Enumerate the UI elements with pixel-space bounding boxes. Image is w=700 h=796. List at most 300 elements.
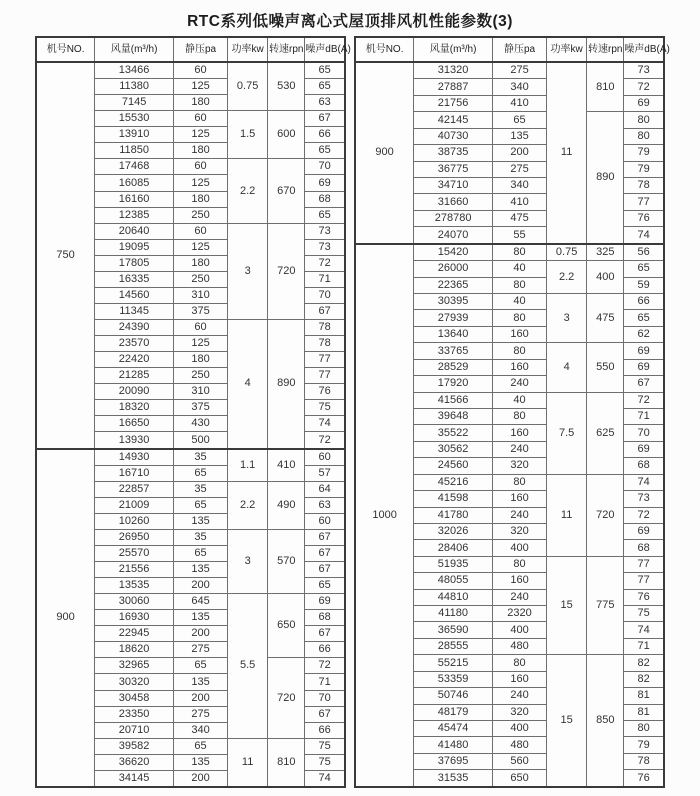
airflow-cell: 16650 (95, 416, 174, 432)
airflow-cell: 42145 (414, 112, 493, 128)
static-pressure-cell: 135 (174, 562, 228, 578)
speed-cell: 650 (268, 594, 305, 658)
performance-table-right (354, 36, 670, 788)
static-pressure-cell: 60 (174, 320, 228, 336)
static-pressure-cell: 240 (493, 589, 547, 605)
static-pressure-cell: 410 (493, 194, 547, 210)
airflow-cell: 13466 (95, 62, 174, 79)
noise-cell: 67 (305, 303, 345, 319)
airflow-cell: 55215 (414, 655, 493, 671)
static-pressure-cell: 160 (493, 573, 547, 589)
noise-cell: 75 (305, 400, 345, 416)
static-pressure-cell: 340 (493, 79, 547, 95)
static-pressure-cell: 40 (493, 392, 547, 408)
noise-cell: 73 (624, 62, 664, 79)
noise-cell: 72 (624, 507, 664, 523)
noise-cell: 75 (305, 754, 345, 770)
airflow-cell: 41566 (414, 392, 493, 408)
airflow-cell: 21556 (95, 562, 174, 578)
static-pressure-cell: 320 (493, 523, 547, 539)
col-header-speed: 转速rpn (587, 37, 624, 62)
noise-cell: 57 (305, 465, 345, 481)
power-cell: 2.2 (547, 261, 587, 294)
static-pressure-cell: 80 (493, 310, 547, 326)
noise-cell: 69 (624, 95, 664, 111)
noise-cell: 69 (624, 441, 664, 457)
noise-cell: 68 (305, 610, 345, 626)
static-pressure-cell: 275 (493, 62, 547, 79)
static-pressure-cell: 180 (174, 143, 228, 159)
speed-cell: 400 (587, 261, 624, 294)
machine-no-cell: 900 (355, 62, 414, 244)
static-pressure-cell: 125 (174, 175, 228, 191)
airflow-cell: 17805 (95, 255, 174, 271)
airflow-cell: 30395 (414, 294, 493, 310)
noise-cell: 72 (305, 432, 345, 449)
noise-cell: 81 (624, 688, 664, 704)
noise-cell: 74 (624, 622, 664, 638)
static-pressure-cell: 135 (493, 128, 547, 144)
noise-cell: 72 (624, 79, 664, 95)
speed-cell: 810 (587, 62, 624, 112)
airflow-cell: 22420 (95, 352, 174, 368)
airflow-cell: 24070 (414, 227, 493, 244)
static-pressure-cell: 200 (174, 578, 228, 594)
airflow-cell: 12385 (95, 207, 174, 223)
noise-cell: 70 (305, 690, 345, 706)
static-pressure-cell: 500 (174, 432, 228, 449)
airflow-cell: 45216 (414, 474, 493, 490)
col-header-noise: 噪声dB(A) (305, 37, 345, 62)
noise-cell: 78 (624, 178, 664, 194)
noise-cell: 73 (305, 239, 345, 255)
col-header-speed: 转速rpn (268, 37, 305, 62)
airflow-cell: 22857 (95, 481, 174, 497)
airflow-cell: 11850 (95, 143, 174, 159)
airflow-cell: 23570 (95, 336, 174, 352)
speed-cell: 625 (587, 392, 624, 474)
airflow-cell: 13535 (95, 578, 174, 594)
airflow-cell: 11345 (95, 303, 174, 319)
airflow-cell: 35522 (414, 425, 493, 441)
airflow-cell: 20640 (95, 223, 174, 239)
static-pressure-cell: 65 (493, 112, 547, 128)
noise-cell: 67 (305, 545, 345, 561)
static-pressure-cell: 60 (174, 223, 228, 239)
noise-cell: 72 (305, 658, 345, 674)
static-pressure-cell: 240 (493, 688, 547, 704)
static-pressure-cell: 310 (174, 384, 228, 400)
table-row (355, 62, 664, 79)
airflow-cell: 48179 (414, 704, 493, 720)
static-pressure-cell: 275 (493, 161, 547, 177)
noise-cell: 65 (624, 261, 664, 277)
noise-cell: 60 (305, 513, 345, 529)
static-pressure-cell: 135 (174, 674, 228, 690)
noise-cell: 67 (305, 111, 345, 127)
header-row (355, 37, 664, 62)
static-pressure-cell: 400 (493, 622, 547, 638)
airflow-cell: 7145 (95, 95, 174, 111)
speed-cell: 850 (587, 655, 624, 787)
noise-cell: 71 (624, 638, 664, 654)
airflow-cell: 22945 (95, 626, 174, 642)
noise-cell: 69 (305, 594, 345, 610)
noise-cell: 77 (624, 556, 664, 572)
airflow-cell: 39582 (95, 738, 174, 754)
speed-cell: 810 (268, 738, 305, 787)
airflow-cell: 28529 (414, 359, 493, 375)
airflow-cell: 50746 (414, 688, 493, 704)
static-pressure-cell: 35 (174, 529, 228, 545)
col-header-noise: 噪声dB(A) (624, 37, 664, 62)
airflow-cell: 31535 (414, 770, 493, 787)
airflow-cell: 30320 (95, 674, 174, 690)
airflow-cell: 26950 (95, 529, 174, 545)
noise-cell: 80 (624, 112, 664, 128)
airflow-cell: 20090 (95, 384, 174, 400)
noise-cell: 70 (624, 425, 664, 441)
noise-cell: 65 (305, 578, 345, 594)
noise-cell: 70 (305, 159, 345, 175)
noise-cell: 76 (305, 384, 345, 400)
table-row (355, 244, 664, 261)
airflow-cell: 44810 (414, 589, 493, 605)
speed-cell: 720 (268, 658, 305, 738)
static-pressure-cell: 240 (493, 507, 547, 523)
power-cell: 1.1 (228, 449, 268, 482)
static-pressure-cell: 180 (174, 95, 228, 111)
noise-cell: 82 (624, 655, 664, 671)
static-pressure-cell: 80 (493, 244, 547, 261)
speed-cell: 550 (587, 343, 624, 392)
noise-cell: 71 (624, 409, 664, 425)
airflow-cell: 41480 (414, 737, 493, 753)
airflow-cell: 41180 (414, 606, 493, 622)
table-row (36, 449, 345, 466)
static-pressure-cell: 400 (493, 721, 547, 737)
noise-cell: 74 (305, 416, 345, 432)
static-pressure-cell: 410 (493, 95, 547, 111)
airflow-cell: 16930 (95, 610, 174, 626)
static-pressure-cell: 320 (493, 704, 547, 720)
speed-cell: 890 (587, 112, 624, 244)
noise-cell: 68 (624, 540, 664, 556)
airflow-cell: 51935 (414, 556, 493, 572)
power-cell: 11 (547, 62, 587, 244)
airflow-cell: 30060 (95, 594, 174, 610)
static-pressure-cell: 250 (174, 271, 228, 287)
speed-cell: 670 (268, 159, 305, 223)
static-pressure-cell: 125 (174, 79, 228, 95)
noise-cell: 75 (624, 606, 664, 622)
speed-cell: 490 (268, 481, 305, 529)
col-header-static-pressure: 静压pa (174, 37, 228, 62)
airflow-cell: 16160 (95, 191, 174, 207)
noise-cell: 81 (624, 704, 664, 720)
airflow-cell: 33765 (414, 343, 493, 359)
col-header-airflow: 风量(m³/h) (414, 37, 493, 62)
noise-cell: 67 (305, 626, 345, 642)
power-cell: 0.75 (228, 62, 268, 111)
static-pressure-cell: 125 (174, 239, 228, 255)
static-pressure-cell: 80 (493, 655, 547, 671)
noise-cell: 60 (305, 449, 345, 466)
noise-cell: 67 (624, 376, 664, 392)
airflow-cell: 18620 (95, 642, 174, 658)
performance-table-left (35, 36, 351, 788)
noise-cell: 63 (305, 497, 345, 513)
static-pressure-cell: 340 (174, 722, 228, 738)
airflow-cell: 27939 (414, 310, 493, 326)
col-header-machine-no: 机号NO. (355, 37, 414, 62)
airflow-cell: 26000 (414, 261, 493, 277)
noise-cell: 56 (624, 244, 664, 261)
static-pressure-cell: 35 (174, 481, 228, 497)
speed-cell: 775 (587, 556, 624, 655)
airflow-cell: 20710 (95, 722, 174, 738)
col-header-power: 功率kw (547, 37, 587, 62)
noise-cell: 82 (624, 671, 664, 687)
static-pressure-cell: 160 (493, 359, 547, 375)
static-pressure-cell: 430 (174, 416, 228, 432)
static-pressure-cell: 200 (174, 770, 228, 787)
static-pressure-cell: 60 (174, 111, 228, 127)
airflow-cell: 14560 (95, 287, 174, 303)
static-pressure-cell: 80 (493, 556, 547, 572)
airflow-cell: 19095 (95, 239, 174, 255)
airflow-cell: 11380 (95, 79, 174, 95)
airflow-cell: 16710 (95, 465, 174, 481)
static-pressure-cell: 80 (493, 474, 547, 490)
static-pressure-cell: 250 (174, 368, 228, 384)
noise-cell: 65 (305, 207, 345, 223)
machine-no-cell: 900 (36, 449, 95, 787)
noise-cell: 71 (305, 271, 345, 287)
speed-cell: 410 (268, 449, 305, 482)
noise-cell: 79 (624, 161, 664, 177)
airflow-cell: 16085 (95, 175, 174, 191)
table-row (36, 62, 345, 79)
noise-cell: 75 (305, 738, 345, 754)
airflow-cell: 278780 (414, 210, 493, 226)
noise-cell: 66 (305, 722, 345, 738)
noise-cell: 65 (624, 310, 664, 326)
airflow-cell: 48055 (414, 573, 493, 589)
airflow-cell: 30458 (95, 690, 174, 706)
noise-cell: 67 (305, 529, 345, 545)
airflow-cell: 34710 (414, 178, 493, 194)
static-pressure-cell: 240 (493, 441, 547, 457)
machine-no-cell: 1000 (355, 244, 414, 787)
static-pressure-cell: 480 (493, 737, 547, 753)
airflow-cell: 28406 (414, 540, 493, 556)
airflow-cell: 32026 (414, 523, 493, 539)
noise-cell: 62 (624, 326, 664, 342)
tables-container (0, 36, 700, 788)
noise-cell: 78 (624, 753, 664, 769)
noise-cell: 69 (624, 523, 664, 539)
static-pressure-cell: 160 (493, 491, 547, 507)
airflow-cell: 40730 (414, 128, 493, 144)
noise-cell: 67 (305, 706, 345, 722)
power-cell: 3 (547, 294, 587, 343)
airflow-cell: 23350 (95, 706, 174, 722)
static-pressure-cell: 240 (493, 376, 547, 392)
static-pressure-cell: 180 (174, 191, 228, 207)
header-row (36, 37, 345, 62)
static-pressure-cell: 250 (174, 207, 228, 223)
airflow-cell: 25570 (95, 545, 174, 561)
static-pressure-cell: 35 (174, 449, 228, 466)
static-pressure-cell: 650 (493, 770, 547, 787)
noise-cell: 65 (305, 62, 345, 79)
static-pressure-cell: 80 (493, 277, 547, 293)
airflow-cell: 21285 (95, 368, 174, 384)
airflow-cell: 39648 (414, 409, 493, 425)
static-pressure-cell: 135 (174, 513, 228, 529)
airflow-cell: 24560 (414, 458, 493, 474)
power-cell: 2.2 (228, 481, 268, 529)
airflow-cell: 22365 (414, 277, 493, 293)
static-pressure-cell: 160 (493, 326, 547, 342)
noise-cell: 59 (624, 277, 664, 293)
col-header-machine-no: 机号NO. (36, 37, 95, 62)
static-pressure-cell: 65 (174, 738, 228, 754)
static-pressure-cell: 645 (174, 594, 228, 610)
power-cell: 4 (228, 320, 268, 449)
static-pressure-cell: 475 (493, 210, 547, 226)
speed-cell: 600 (268, 111, 305, 159)
airflow-cell: 37695 (414, 753, 493, 769)
static-pressure-cell: 80 (493, 409, 547, 425)
static-pressure-cell: 200 (174, 626, 228, 642)
power-cell: 11 (547, 474, 587, 556)
airflow-cell: 17920 (414, 376, 493, 392)
airflow-cell: 36590 (414, 622, 493, 638)
speed-cell: 325 (587, 244, 624, 261)
speed-cell: 475 (587, 294, 624, 343)
noise-cell: 69 (624, 343, 664, 359)
noise-cell: 77 (624, 573, 664, 589)
noise-cell: 65 (305, 79, 345, 95)
noise-cell: 76 (624, 770, 664, 787)
static-pressure-cell: 125 (174, 336, 228, 352)
static-pressure-cell: 275 (174, 706, 228, 722)
noise-cell: 77 (624, 194, 664, 210)
noise-cell: 77 (305, 368, 345, 384)
noise-cell: 69 (624, 359, 664, 375)
noise-cell: 79 (624, 737, 664, 753)
noise-cell: 68 (305, 191, 345, 207)
power-cell: 3 (228, 223, 268, 319)
noise-cell: 67 (305, 562, 345, 578)
airflow-cell: 31320 (414, 62, 493, 79)
power-cell: 2.2 (228, 159, 268, 223)
speed-cell: 530 (268, 62, 305, 111)
airflow-cell: 21009 (95, 497, 174, 513)
static-pressure-cell: 180 (174, 255, 228, 271)
speed-cell: 570 (268, 529, 305, 593)
airflow-cell: 18320 (95, 400, 174, 416)
airflow-cell: 30562 (414, 441, 493, 457)
power-cell: 1.5 (228, 111, 268, 159)
static-pressure-cell: 80 (493, 343, 547, 359)
speed-cell: 720 (587, 474, 624, 556)
static-pressure-cell: 160 (493, 425, 547, 441)
airflow-cell: 15420 (414, 244, 493, 261)
airflow-cell: 31660 (414, 194, 493, 210)
noise-cell: 66 (305, 127, 345, 143)
airflow-cell: 36775 (414, 161, 493, 177)
static-pressure-cell: 340 (493, 178, 547, 194)
power-cell: 15 (547, 556, 587, 655)
static-pressure-cell: 160 (493, 671, 547, 687)
static-pressure-cell: 125 (174, 127, 228, 143)
static-pressure-cell: 60 (174, 159, 228, 175)
airflow-cell: 53359 (414, 671, 493, 687)
power-cell: 3 (228, 529, 268, 593)
static-pressure-cell: 2320 (493, 606, 547, 622)
static-pressure-cell: 480 (493, 638, 547, 654)
noise-cell: 73 (305, 223, 345, 239)
airflow-cell: 17468 (95, 159, 174, 175)
airflow-cell: 13910 (95, 127, 174, 143)
static-pressure-cell: 60 (174, 62, 228, 79)
static-pressure-cell: 320 (493, 458, 547, 474)
static-pressure-cell: 40 (493, 261, 547, 277)
airflow-cell: 45474 (414, 721, 493, 737)
airflow-cell: 38735 (414, 145, 493, 161)
noise-cell: 76 (624, 589, 664, 605)
noise-cell: 70 (305, 287, 345, 303)
page-title: RTC系列低噪声离心式屋顶排风机性能参数(3) (187, 13, 513, 30)
airflow-cell: 13640 (414, 326, 493, 342)
airflow-cell: 41598 (414, 491, 493, 507)
noise-cell: 74 (624, 227, 664, 244)
airflow-cell: 32965 (95, 658, 174, 674)
static-pressure-cell: 65 (174, 658, 228, 674)
noise-cell: 80 (624, 721, 664, 737)
noise-cell: 77 (305, 352, 345, 368)
col-header-power: 功率kw (228, 37, 268, 62)
noise-cell: 72 (624, 392, 664, 408)
noise-cell: 71 (305, 674, 345, 690)
noise-cell: 72 (305, 255, 345, 271)
airflow-cell: 27887 (414, 79, 493, 95)
airflow-cell: 13930 (95, 432, 174, 449)
static-pressure-cell: 560 (493, 753, 547, 769)
speed-cell: 890 (268, 320, 305, 449)
noise-cell: 65 (305, 143, 345, 159)
airflow-cell: 10260 (95, 513, 174, 529)
static-pressure-cell: 400 (493, 540, 547, 556)
airflow-cell: 16335 (95, 271, 174, 287)
noise-cell: 74 (305, 770, 345, 787)
static-pressure-cell: 40 (493, 294, 547, 310)
airflow-cell: 41780 (414, 507, 493, 523)
static-pressure-cell: 180 (174, 352, 228, 368)
airflow-cell: 15530 (95, 111, 174, 127)
noise-cell: 74 (624, 474, 664, 490)
noise-cell: 80 (624, 128, 664, 144)
noise-cell: 78 (305, 320, 345, 336)
machine-no-cell: 750 (36, 62, 95, 449)
power-cell: 5.5 (228, 594, 268, 739)
static-pressure-cell: 135 (174, 754, 228, 770)
static-pressure-cell: 55 (493, 227, 547, 244)
airflow-cell: 34145 (95, 770, 174, 787)
